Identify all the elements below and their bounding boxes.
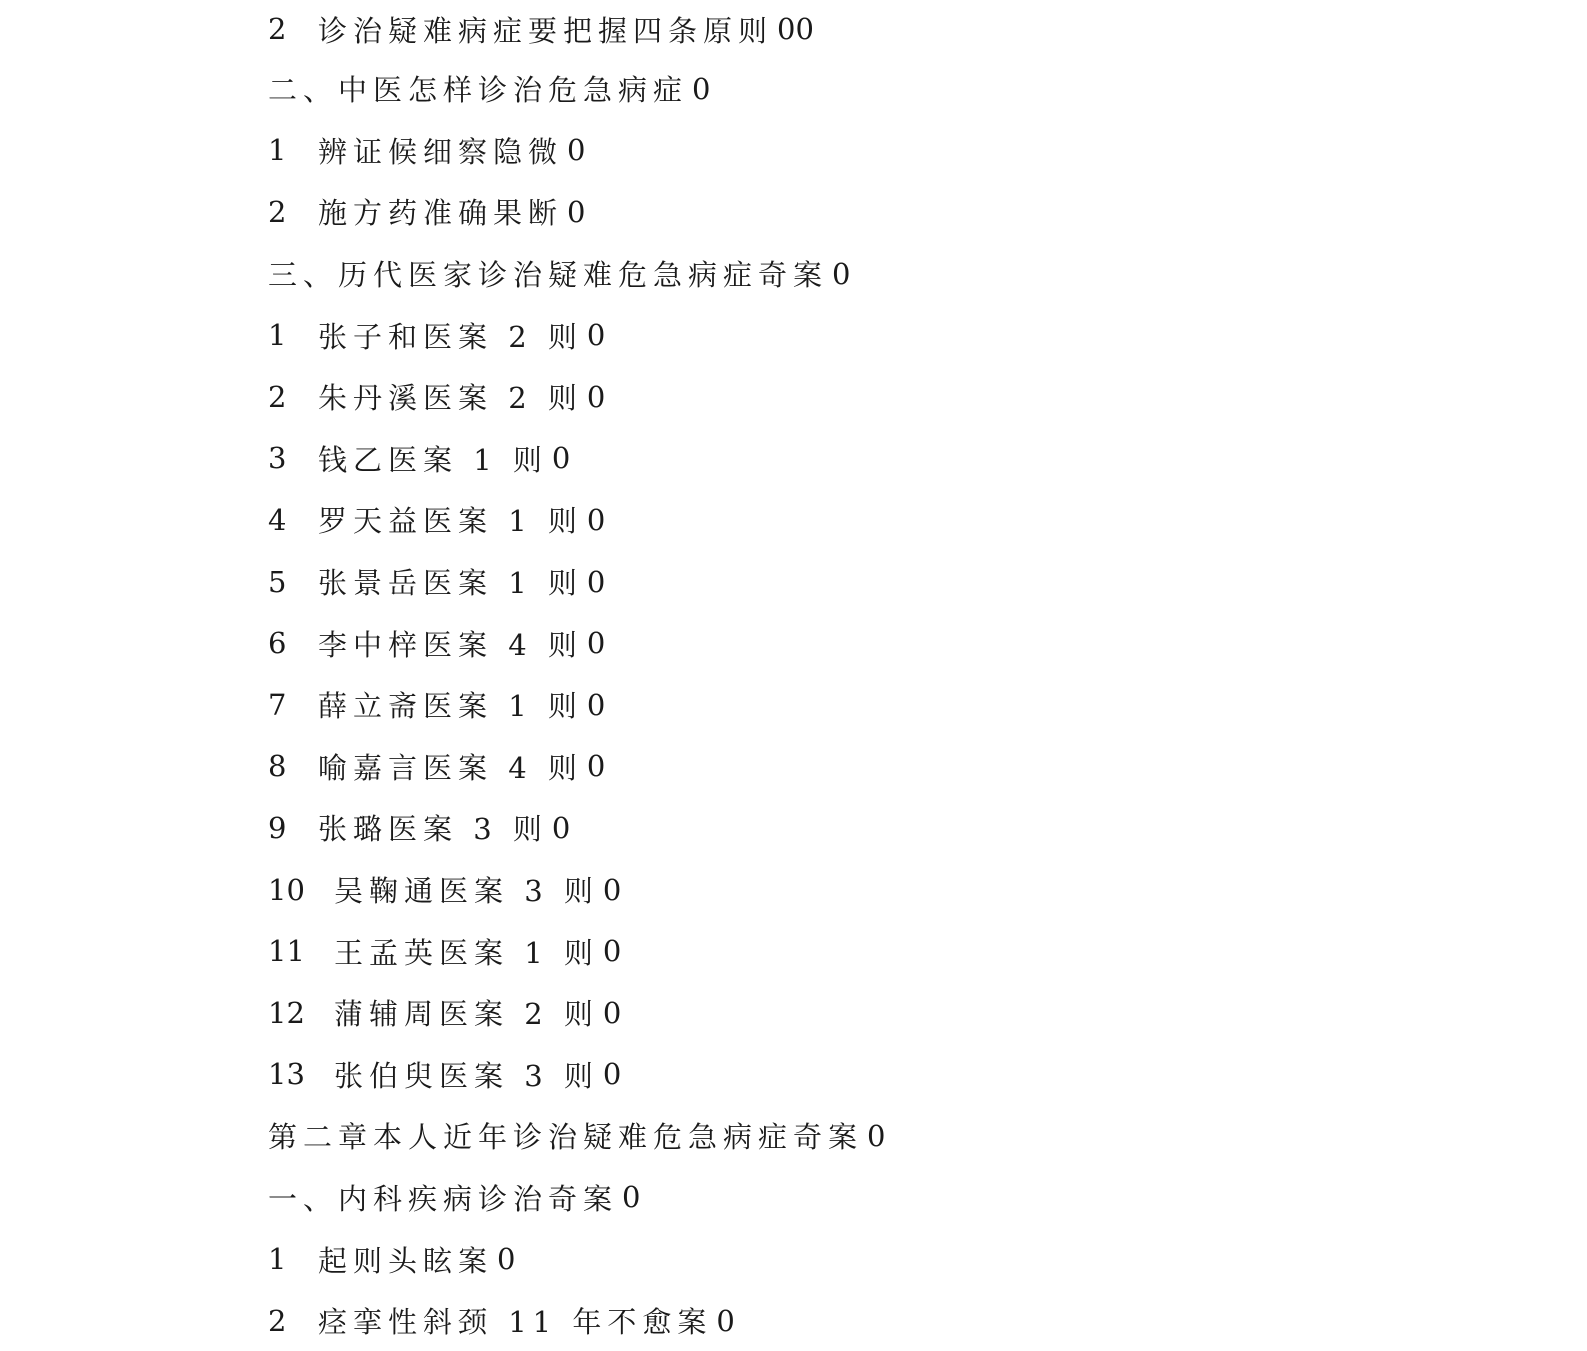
toc-entry bbox=[268, 181, 1468, 243]
toc-entry-number: 3 bbox=[268, 441, 287, 476]
toc-entry bbox=[268, 366, 1468, 428]
toc-entry bbox=[268, 797, 1468, 859]
toc-entry bbox=[268, 489, 1468, 551]
toc-section-heading bbox=[268, 243, 1468, 305]
toc-entry-page: 0 bbox=[602, 995, 622, 1030]
toc-entry-page: 0 bbox=[586, 749, 606, 784]
toc-entry-page: 0 bbox=[602, 1057, 622, 1092]
toc-entry-page: 0 bbox=[551, 441, 571, 476]
toc-entry-page: 0 bbox=[586, 564, 606, 599]
toc-entry-title: 钱乙医案 1 则 bbox=[318, 442, 548, 477]
toc-entry-page: 0 bbox=[586, 502, 606, 537]
toc-entry-number: 4 bbox=[268, 502, 287, 537]
toc-entry bbox=[268, 1290, 1468, 1351]
toc-entry-number: 2 bbox=[268, 194, 287, 229]
toc-entry-page: 0 bbox=[551, 810, 571, 845]
toc-entry-title: 诊治疑难病症要把握四条原则 bbox=[318, 13, 774, 48]
toc-entry-title: 二、中医怎样诊治危急病症 bbox=[268, 73, 689, 108]
toc-section-heading bbox=[268, 1167, 1468, 1229]
toc-entry-page: 0 bbox=[567, 194, 586, 229]
toc-entry-number: 10 bbox=[268, 872, 305, 907]
toc-entry-number: 2 bbox=[268, 12, 287, 46]
toc-entry-title: 罗天益医案 1 则 bbox=[318, 504, 583, 539]
toc-entry bbox=[268, 736, 1468, 798]
toc-entry bbox=[268, 0, 1468, 58]
toc-entry-title: 蒲辅周医案 2 则 bbox=[334, 997, 599, 1032]
toc-chapter-heading bbox=[268, 1105, 1468, 1167]
toc-entry-title: 起则头眩案 bbox=[318, 1243, 494, 1278]
toc-entry-title: 喻嘉言医案 4 则 bbox=[318, 750, 583, 785]
toc-entry-page: 00 bbox=[777, 12, 814, 46]
toc-section-heading bbox=[268, 58, 1468, 120]
toc-entry-page: 0 bbox=[867, 1118, 886, 1153]
toc-entry-title: 三、历代医家诊治疑难危急病症奇案 bbox=[268, 258, 829, 293]
toc-entry-number: 8 bbox=[268, 749, 287, 784]
toc-entry-title: 张璐医案 3 则 bbox=[318, 812, 548, 847]
toc-entry-page: 0 bbox=[602, 934, 622, 969]
toc-entry-title: 张景岳医案 1 则 bbox=[318, 566, 583, 601]
toc-entry bbox=[268, 304, 1468, 366]
toc-entry bbox=[268, 674, 1468, 736]
toc-entry bbox=[268, 859, 1468, 921]
toc-entry-page: 0 bbox=[716, 1303, 735, 1338]
toc-entry-number: 2 bbox=[268, 1303, 287, 1338]
toc-entry-page: 0 bbox=[692, 71, 711, 106]
toc-entry-title: 李中梓医案 4 则 bbox=[318, 627, 583, 662]
toc-entry-number: 7 bbox=[268, 687, 287, 722]
toc-entry bbox=[268, 120, 1468, 182]
toc-entry-title: 王孟英医案 1 则 bbox=[334, 935, 599, 970]
toc-entry-number: 11 bbox=[268, 934, 305, 969]
toc-entry-title: 第二章本人近年诊治疑难危急病症奇案 bbox=[268, 1120, 864, 1155]
toc-entry-number: 12 bbox=[268, 995, 305, 1030]
toc-entry bbox=[268, 1228, 1468, 1290]
toc-entry bbox=[268, 1044, 1468, 1106]
toc-entry-page: 0 bbox=[602, 872, 622, 907]
table-of-contents bbox=[268, 0, 1468, 1351]
toc-entry-title: 痉挛性斜颈 11 年不愈案 bbox=[318, 1305, 713, 1340]
toc-entry-title: 辨证候细察隐微 bbox=[318, 134, 564, 169]
toc-entry-number: 2 bbox=[268, 379, 287, 414]
toc-entry-title: 张伯臾医案 3 则 bbox=[334, 1058, 599, 1093]
toc-entry-title: 施方药准确果断 bbox=[318, 196, 564, 231]
toc-entry-number: 1 bbox=[268, 1242, 287, 1277]
toc-entry-title: 薛立斋医案 1 则 bbox=[318, 689, 583, 724]
toc-entry-title: 张子和医案 2 则 bbox=[318, 319, 583, 354]
toc-entry-page: 0 bbox=[586, 687, 606, 722]
toc-entry bbox=[268, 428, 1468, 490]
toc-entry-title: 一、内科疾病诊治奇案 bbox=[268, 1181, 619, 1216]
toc-entry-page: 0 bbox=[586, 379, 606, 414]
toc-entry-page: 0 bbox=[832, 256, 851, 291]
toc-entry-page: 0 bbox=[497, 1242, 516, 1277]
toc-entry bbox=[268, 982, 1468, 1044]
toc-entry bbox=[268, 920, 1468, 982]
toc-entry-title: 吴鞠通医案 3 则 bbox=[334, 874, 599, 909]
toc-entry bbox=[268, 612, 1468, 674]
toc-entry-page: 0 bbox=[586, 626, 606, 661]
toc-entry-number: 1 bbox=[268, 318, 287, 353]
toc-entry-page: 0 bbox=[586, 318, 606, 353]
toc-entry-number: 1 bbox=[268, 133, 287, 168]
toc-entry-number: 13 bbox=[268, 1057, 305, 1092]
toc-entry-page: 0 bbox=[567, 133, 586, 168]
toc-entry-number: 6 bbox=[268, 626, 287, 661]
toc-entry bbox=[268, 551, 1468, 613]
toc-entry-number: 5 bbox=[268, 564, 287, 599]
toc-entry-title: 朱丹溪医案 2 则 bbox=[318, 381, 583, 416]
toc-entry-page: 0 bbox=[622, 1180, 641, 1215]
toc-entry-number: 9 bbox=[268, 810, 287, 845]
